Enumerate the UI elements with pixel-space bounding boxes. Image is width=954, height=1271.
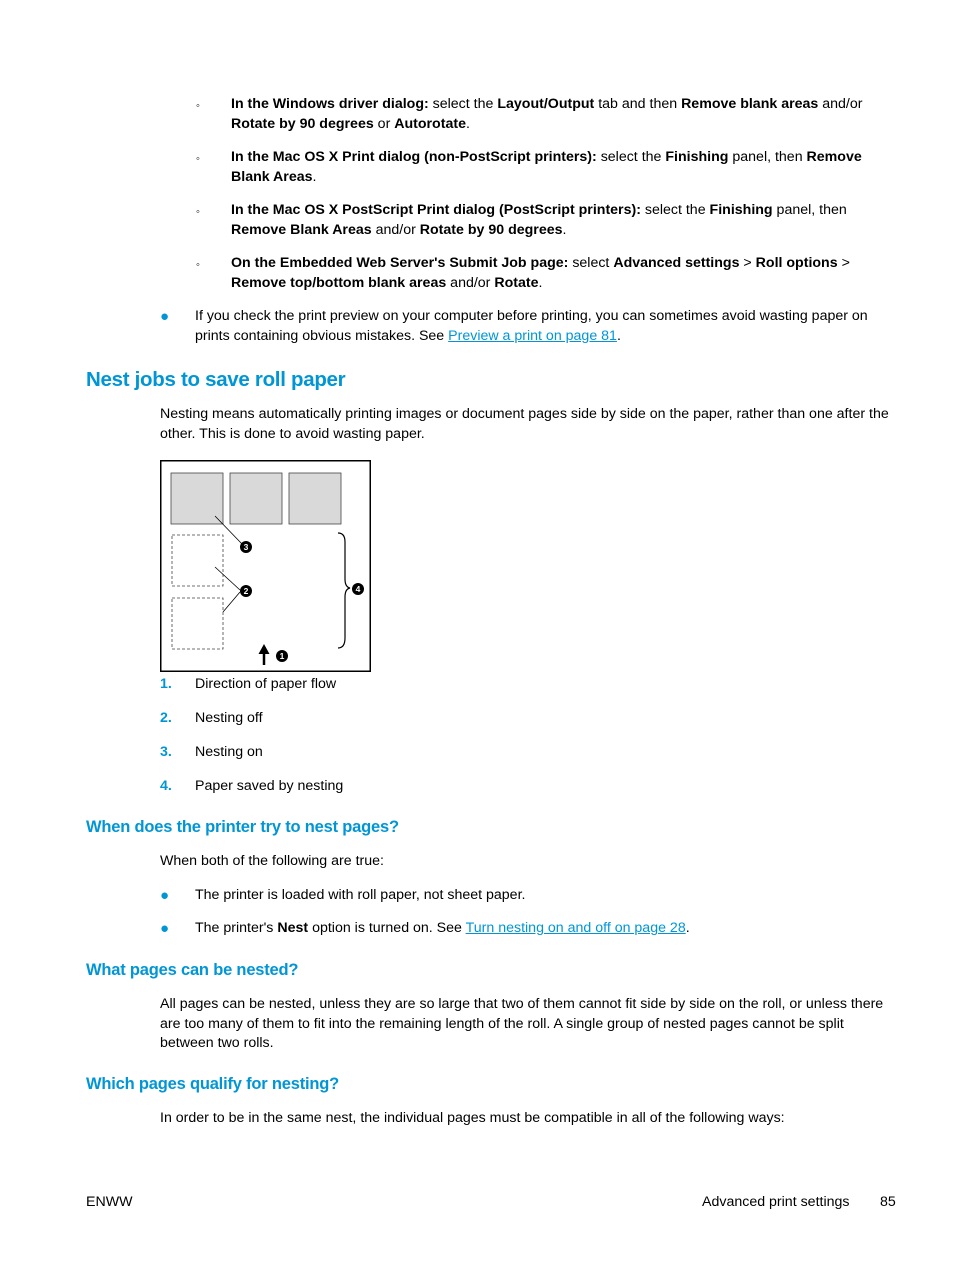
callout-1-label: 1 [279,651,285,661]
text-run: . [465,115,470,132]
callout-1 [276,650,288,662]
text-run: > [837,255,850,271]
nested-page-2 [230,473,282,524]
section-title: Nest jobs to save roll paper [86,368,346,391]
nesting-link[interactable]: Turn nesting on and off on page 28 [465,920,686,936]
when-bullet-text: option is turned on. See [308,920,466,936]
bold-term: Roll options [755,255,838,271]
bold-term: Finishing [665,149,729,165]
callout-2 [240,585,252,597]
callout-4 [352,583,364,595]
bold-term: Remove top/bottom blank areas [231,274,447,291]
text-run: select the [596,149,666,165]
sub-bullet-marker: ◦ [196,206,200,218]
text-run: select the [428,96,498,112]
sub-bullet-marker: ◦ [196,153,200,165]
sub-bullet-marker: ◦ [196,259,200,271]
bold-term: Rotate by 90 degrees [231,115,374,132]
bold-term: Rotate by 90 degrees [419,221,563,238]
footer-left: ENWW [86,1194,133,1210]
bold-term: On the Embedded Web Server's Submit Job page: [231,255,569,271]
text-run: select [568,255,614,271]
bold-term: In the Windows driver dialog: [231,96,429,112]
what-body: All pages can be nested, unless they are so large that two of them cannot fit side by side on the roll, or unless there are too many of them to fit into the remaining length of the roll. A single group of nested pages cannot be split between two rolls. [160,996,884,1051]
sub-bullet-mac-non-postscript [231,148,891,187]
text-run: . [538,274,543,291]
bold-term: Layout/Output [497,96,595,112]
text-run: panel, then [772,202,847,218]
page-number: 85 [880,1194,896,1210]
nest-option-name: Nest [277,920,309,936]
which-heading: Which pages qualify for nesting? [86,1075,340,1093]
bold-term: Remove blank areas [681,96,819,112]
text-run: or [373,115,395,132]
text-run: and/or [371,221,420,238]
bullet-marker: ● [160,887,170,904]
bold-term: Autorotate [394,115,466,132]
section-intro: Nesting means automatically printing images or document pages side by side on the paper, rather than one after the other. This is done to avoid wasting paper. [160,406,889,442]
text-run: panel, then [728,149,807,165]
bold-term: Finishing [709,202,773,218]
callout-3 [240,541,252,553]
which-body: In order to be in the same nest, the individual pages must be compatible in all of the following ways: [160,1110,785,1126]
callout-4-label: 4 [355,584,361,594]
preview-bullet-text: If you check the print preview on your computer before printing, you can sometimes avoid wasting paper on prints containing obvious mistakes. See [195,308,868,344]
bold-term: Rotate [494,274,539,291]
preview-bullet-end: . [616,327,621,344]
text-run: and/or [446,274,495,291]
callout-3-label: 3 [243,542,249,552]
when-bullet-nest-option [195,919,885,939]
text-run: . [562,221,567,238]
text-run: select the [640,202,710,218]
legend-text: Nesting off [195,710,263,726]
sub-bullet-marker: ◦ [196,100,200,112]
text-run: > [739,255,756,271]
when-bullet-roll-paper: The printer is loaded with roll paper, not sheet paper. [195,887,526,903]
bold-term: Remove Blank Areas [231,221,372,238]
when-intro: When both of the following are true: [160,853,384,869]
when-bullet-end: . [685,920,690,936]
text-run: . [312,168,317,185]
preview-link[interactable]: Preview a print on page 81 [448,327,617,344]
text-run: tab and then [594,96,682,112]
bullet-marker: ● [160,920,170,937]
legend-number: 3. [160,744,172,760]
sub-bullet-windows-driver [231,95,891,134]
footer-section: Advanced print settings [702,1194,850,1210]
legend-text: Nesting on [195,744,263,760]
bullet-marker: ● [160,308,170,325]
when-bullet-text: The printer's [195,920,278,936]
bold-term: In the Mac OS X Print dialog (non-PostScript printers): [231,149,597,165]
sub-bullet-mac-postscript [231,201,891,240]
legend-number: 2. [160,710,172,726]
nested-page-3 [289,473,341,524]
legend-text: Paper saved by nesting [195,778,344,794]
preview-bullet [195,307,885,346]
bold-term: In the Mac OS X PostScript Print dialog (PostScript printers): [231,202,641,218]
legend-number: 4. [160,778,172,794]
nesting-figure [160,460,371,672]
legend-text: Direction of paper flow [195,676,337,692]
legend-number: 1. [160,676,172,692]
bold-term: Remove Blank Areas [231,149,862,185]
what-heading: What pages can be nested? [86,961,299,979]
sub-bullet-embedded-web-server [231,254,891,293]
bold-term: Advanced settings [613,255,740,271]
when-heading: When does the printer try to nest pages? [86,818,399,836]
text-run: and/or [818,96,863,112]
callout-2-label: 2 [243,586,249,596]
